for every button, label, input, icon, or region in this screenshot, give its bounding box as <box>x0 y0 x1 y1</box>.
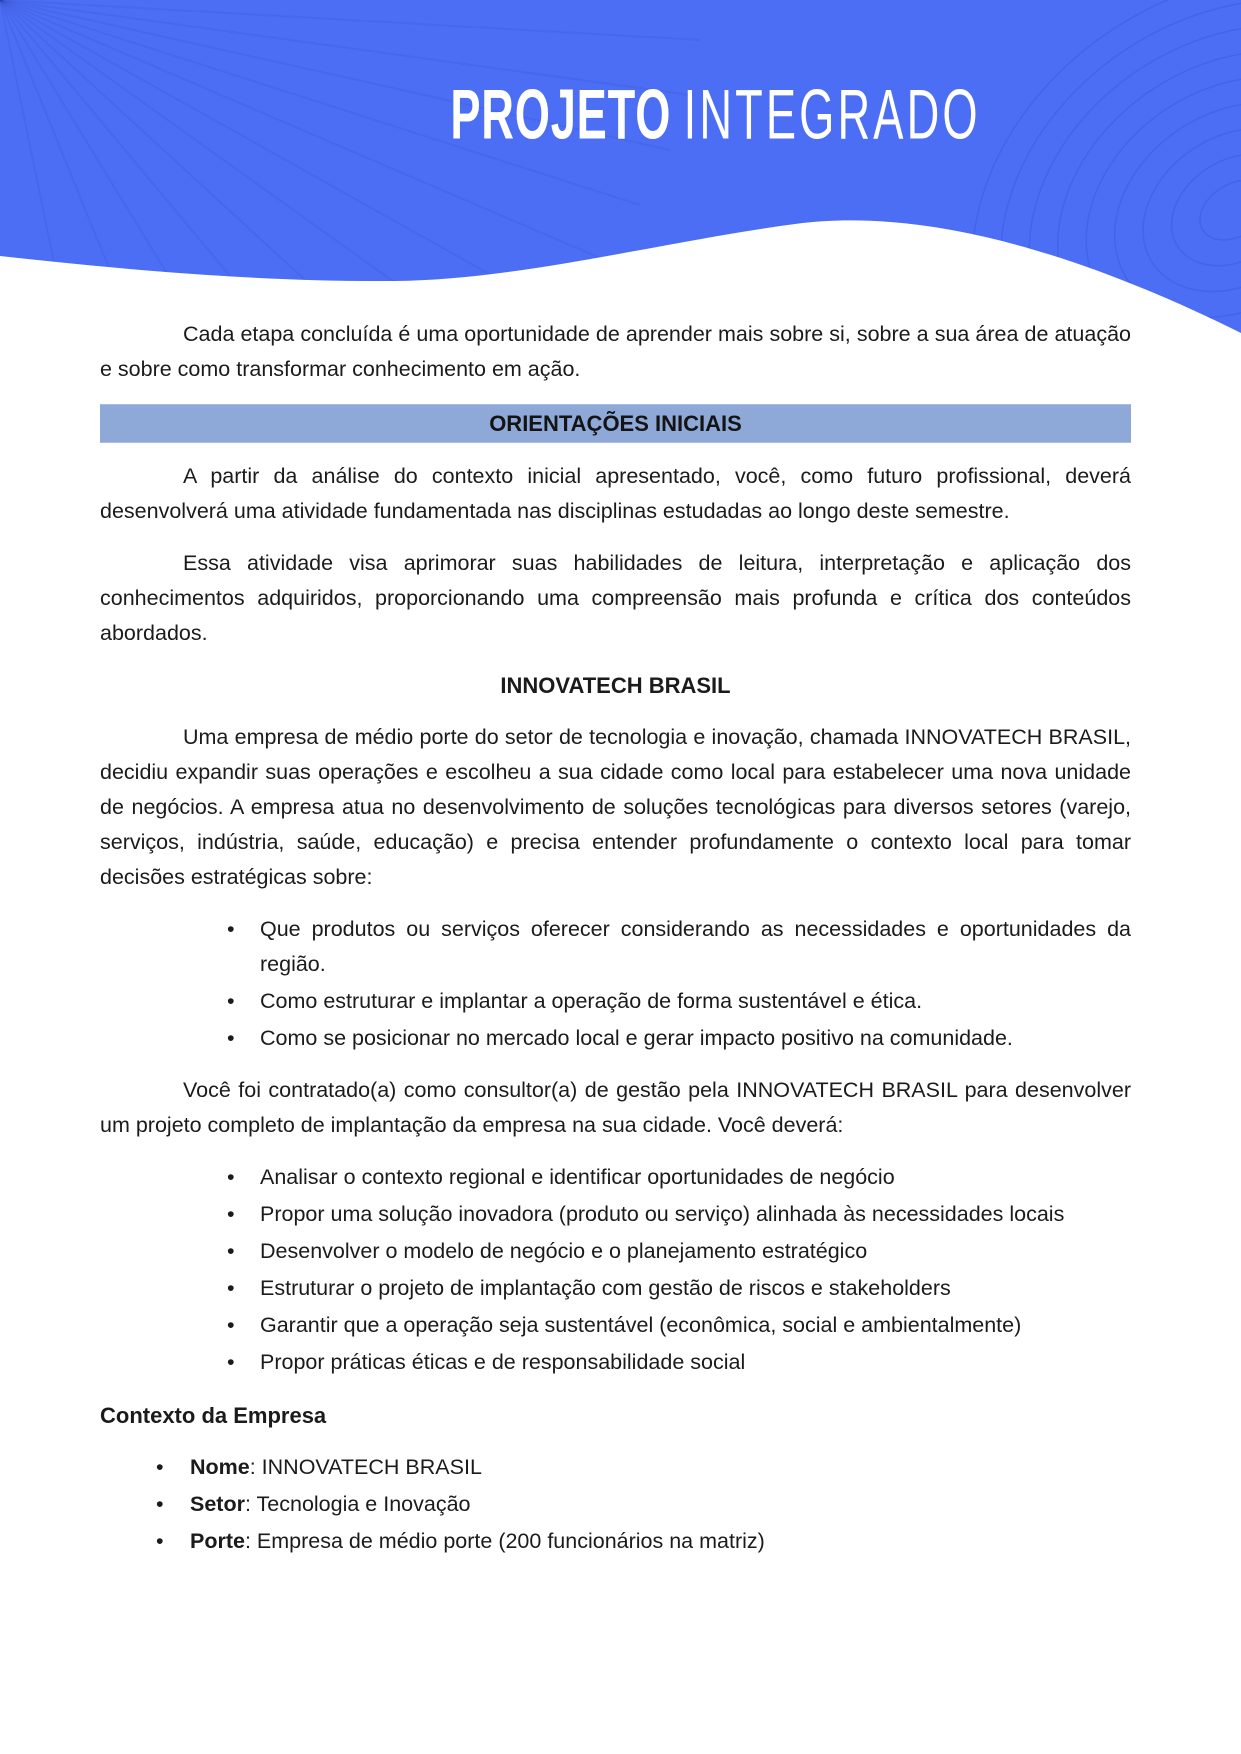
page-title <box>232 68 1200 161</box>
bullet-icon: • <box>227 1202 235 1226</box>
list-item-text: Como estruturar e implantar a operação de forma sustentável e ética. <box>260 989 923 1013</box>
header-banner <box>0 0 1241 340</box>
list-item <box>100 1487 1131 1522</box>
list-item-text: Propor práticas éticas e de responsabilidade social <box>260 1350 746 1374</box>
bullet-icon: • <box>156 1492 164 1516</box>
tasks-list <box>100 1160 1131 1380</box>
list-item-text: Que produtos ou serviços oferecer considerando as necessidades e oportunidades da região. <box>260 917 1131 976</box>
bullet-icon: • <box>227 1165 235 1189</box>
list-item <box>100 1021 1131 1056</box>
header-wave-graphic <box>0 0 1241 340</box>
section-header-orientacoes <box>100 404 1131 443</box>
company-field-value: : Empresa de médio porte (200 funcionários na matriz) <box>244 1529 765 1553</box>
list-item-text: Como se posicionar no mercado local e gerar impacto positivo na comunidade. <box>260 1026 1013 1050</box>
list-item <box>100 1345 1131 1380</box>
company-field-label: Porte <box>190 1529 245 1553</box>
bullet-icon: • <box>227 1313 235 1337</box>
page-title-bold: PROJETO <box>450 74 672 154</box>
company-field-label: Setor <box>190 1492 245 1516</box>
list-item <box>100 1271 1131 1306</box>
company-context-list <box>100 1450 1131 1559</box>
header-wave-shape <box>0 0 1241 333</box>
list-item <box>100 1160 1131 1195</box>
list-item <box>100 1524 1131 1559</box>
bullet-icon: • <box>227 1239 235 1263</box>
bullet-icon: • <box>227 917 235 941</box>
page-title-light: INTEGRADO <box>683 74 981 154</box>
list-item <box>100 1308 1131 1343</box>
list-item <box>100 912 1131 982</box>
innovatech-heading: INNOVATECH BRASIL <box>500 673 731 698</box>
bullet-icon: • <box>227 989 235 1013</box>
bullet-icon: • <box>156 1455 164 1479</box>
paragraph-2: Essa atividade visa aprimorar suas habilidades de leitura, interpretação e aplicação dos conhecimentos adquiridos, proporcionando uma compreensão mais profunda e crítica dos conteúdos abordados. <box>100 551 1131 645</box>
intro-paragraph: Cada etapa concluída é uma oportunidade de aprender mais sobre si, sobre a sua área de atuação e sobre como transformar conhecimento em ação. <box>100 322 1131 381</box>
list-item-text: Desenvolver o modelo de negócio e o planejamento estratégico <box>260 1239 868 1263</box>
paragraph-4: Você foi contratado(a) como consultor(a) de gestão pela INNOVATECH BRASIL para desenvolver um projeto completo de implantação da empresa na sua cidade. Você deverá: <box>100 1078 1131 1137</box>
list-item <box>100 1197 1131 1232</box>
list-item <box>100 984 1131 1019</box>
company-field-label: Nome <box>190 1455 250 1479</box>
document-body <box>100 317 1131 1559</box>
bullet-icon: • <box>227 1350 235 1374</box>
list-item-text: Analisar o contexto regional e identificar oportunidades de negócio <box>260 1165 895 1189</box>
section-header-label: ORIENTAÇÕES INICIAIS <box>489 410 742 436</box>
company-field-value: : INNOVATECH BRASIL <box>249 1455 482 1479</box>
company-field-value: : Tecnologia e Inovação <box>244 1492 471 1516</box>
company-context-heading: Contexto da Empresa <box>100 1403 327 1428</box>
list-item-text: Estruturar o projeto de implantação com gestão de riscos e stakeholders <box>260 1276 951 1300</box>
paragraph-1: A partir da análise do contexto inicial apresentado, você, como futuro profissional, deverá desenvolverá uma atividade fundamentada nas disciplinas estudadas ao longo deste semestre. <box>100 464 1131 523</box>
bullet-icon: • <box>156 1529 164 1553</box>
decision-list <box>100 912 1131 1056</box>
list-item <box>100 1234 1131 1269</box>
bullet-icon: • <box>227 1276 235 1300</box>
bullet-icon: • <box>227 1026 235 1050</box>
list-item-text: Propor uma solução inovadora (produto ou serviço) alinhada às necessidades locais <box>260 1202 1065 1226</box>
list-item <box>100 1450 1131 1485</box>
list-item-text: Garantir que a operação seja sustentável (econômica, social e ambientalmente) <box>260 1313 1022 1337</box>
paragraph-3: Uma empresa de médio porte do setor de tecnologia e inovação, chamada INNOVATECH BRASIL, decidiu expandir suas operações e escolheu a sua cidade como local para estabelecer uma nova unidade de negócios. A empresa atua no desenvolvimento de soluções tecnológicas para diversos setores (varejo, serviços, indústria, saúde, educação) e precisa entender profundamente o contexto local para tomar decisões estratégicas sobre: <box>100 725 1131 889</box>
